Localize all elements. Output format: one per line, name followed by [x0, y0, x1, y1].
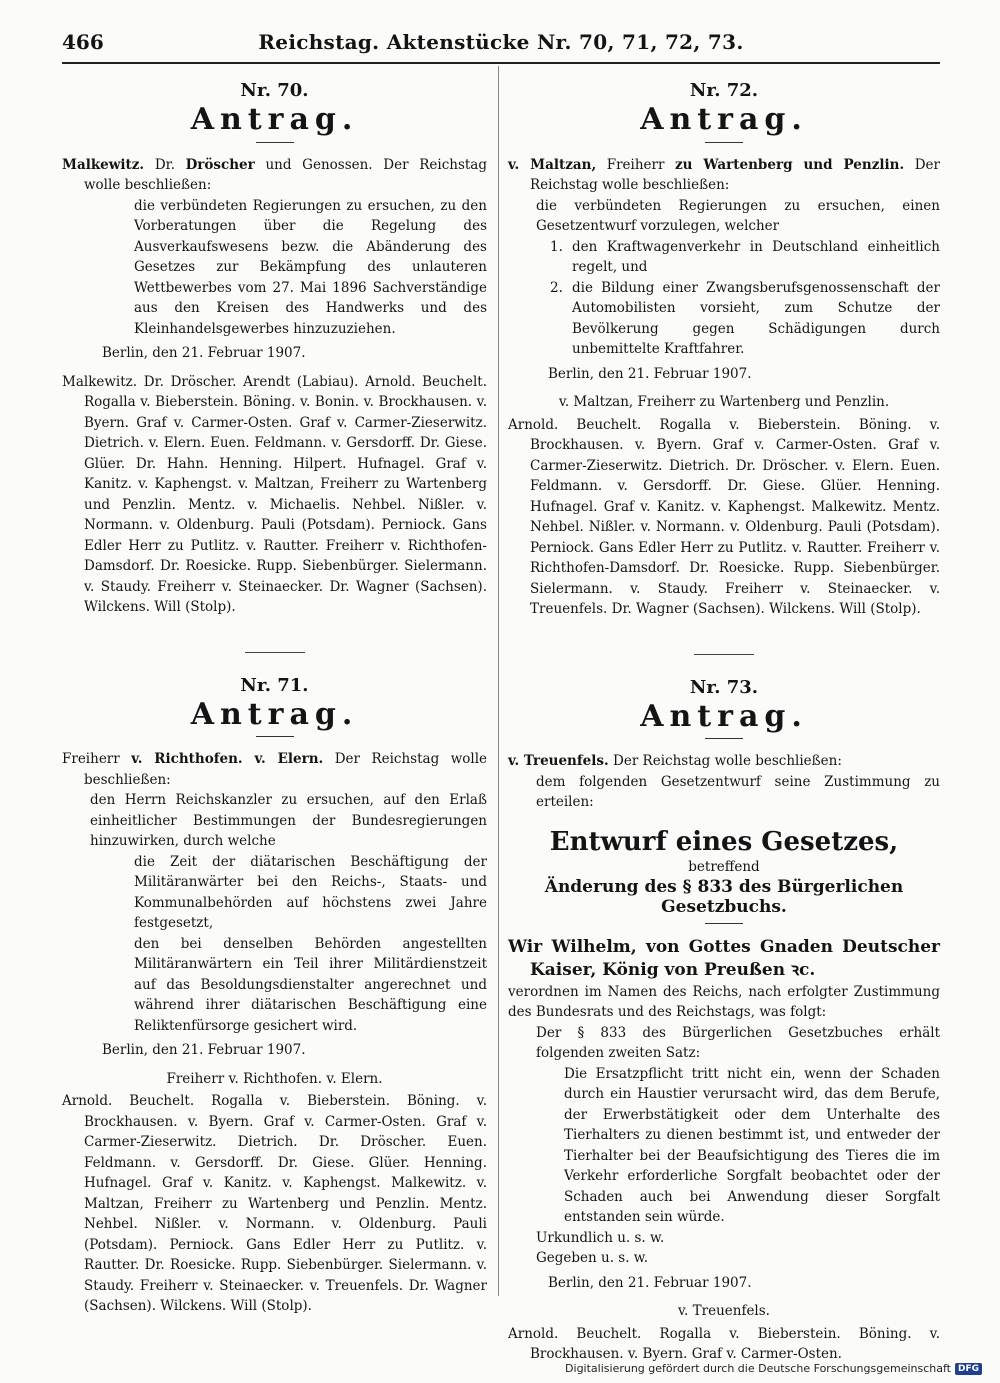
- enacting-clause: verordnen im Namen des Reichs, nach erfolgter Zustimmung des Bundesrats und des Reichstags, was folgt:: [508, 983, 940, 1020]
- section-intro: Der § 833 des Bürgerlichen Gesetzbuches erhält folgenden zweiten Satz:: [536, 1024, 940, 1061]
- motion-lead: Freiherr v. Richthofen. v. Elern. Der Reichstag wolle beschließen:: [62, 751, 487, 788]
- motion-body: die verbündeten Regierungen zu ersuchen, zu den Vorberatungen über die Regelung des Ausverkaufswesens bezw. die Abänderung des Gesetzes zur Bekämpfung des unlauteren Wettbewerbes vom 27. Mai 1896 Sachverständige aus den Kreisen des Handwerks und des Kleinhandelsgewerbes hinzuzuziehen.: [134, 197, 487, 337]
- doc-number: Nr. 73.: [689, 676, 759, 698]
- motion-lead: v. Maltzan, Freiherr zu Wartenberg und Penzlin. Der Reichstag wolle beschließen:: [508, 156, 940, 193]
- document-nr-73: [508, 677, 940, 1365]
- amendment-text: Die Ersatzpflicht tritt nicht ein, wenn der Schaden durch ein Haustier verursacht wird, das dem Berufe, der Erwerbstätigkeit oder dem Unterhalte des Tierhalters zu dienen bestimmt ist, und entweder der Tierhalter bei der Beaufsichtigung des Tieres die im Verkehr erforderliche Sorgfalt beobachtet oder der Schaden auch bei Anwendung dieser Sorgfalt entstanden sein würde.: [564, 1065, 940, 1225]
- title-rule: [256, 736, 294, 737]
- motion-clause: den bei denselben Behörden angestellten Militäranwärtern ein Teil ihrer Militärdienstzeit auf das Besoldungsdienstalter angerechnet und während ihrer diätarischen Beschäftigung eine Reliktenfürsorge gesichert wird.: [134, 935, 487, 1034]
- mover-name: v. Treuenfels.: [508, 753, 609, 769]
- signatories: Malkewitz. Dr. Dröscher. Arendt (Labiau). Arnold. Beuchelt. Rogalla v. Bieberstein. Böning. v. Bonin. v. Brockhausen. v. Byern. Graf v. Carmer-Osten. Graf v. Carmer-Zieserwitz. Dietrich. v. Elern. Euen. Feldmann. v. Gersdorff. Dr. Giese. Glüer. Dr. Hahn. Henning. Hilpert. Hufnagel. Graf v. Kanitz. v. Kaphengst. v. Maltzan, Freiherr zu Wartenberg und Penzlin. Mentz. v. Michaelis. Nehbel. Nißler. v. Normann. v. Oldenburg. Pauli (Potsdam). Perniock. Gans Edler Herr zu Putlitz. v. Rautter. Freiherr v. Richthofen-Damsdorf. Dr. Roesicke. Rupp. Siebenbürger. Sielermann. v. Staudy. Freiherr v. Steinaecker. Dr. Wagner (Sachsen). Wilckens. Will (Stolp).: [62, 373, 487, 615]
- column-divider: [498, 66, 499, 1296]
- running-title: Reichstag. Aktenstücke Nr. 70, 71, 72, 73.: [258, 30, 744, 54]
- signatories: Arnold. Beuchelt. Rogalla v. Bieberstein. Böning. v. Brockhausen. v. Byern. Graf v. Carmer-Osten.: [508, 1325, 940, 1362]
- place-date: Berlin, den 21. Februar 1907.: [548, 365, 752, 382]
- doc-number: Nr. 71.: [240, 674, 309, 696]
- list-item: 2. die Bildung einer Zwangsberufsgenossenschaft der Automobilisten vorsieht, zum Schutze der Bevölkerung gegen Schädigungen durch unbemittelte Kraftfahrer.: [550, 279, 940, 357]
- page-header: [62, 30, 940, 60]
- mover-name-2: zu Wartenberg und Penzlin.: [674, 156, 905, 173]
- digitization-credit: [565, 1362, 982, 1375]
- motion-lead: Malkewitz. Dr. Dröscher und Genossen. Der Reichstag wolle beschließen:: [62, 156, 487, 193]
- mover-name: v. Maltzan,: [508, 156, 597, 173]
- law-preamble: Wir Wilhelm, von Gottes Gnaden Deutscher Kaiser, König von Preußen ꝛc.: [508, 936, 940, 980]
- signer: Freiherr v. Richthofen. v. Elern.: [166, 1070, 383, 1087]
- doc-title: Antrag.: [190, 102, 359, 137]
- doc-number: Nr. 72.: [689, 80, 759, 101]
- right-column: [508, 74, 940, 1365]
- header-rule: [62, 62, 940, 64]
- doc-number: Nr. 70.: [240, 80, 309, 101]
- signer: v. Maltzan, Freiherr zu Wartenberg und Penzlin.: [558, 394, 890, 410]
- doc-title: Antrag.: [640, 102, 808, 137]
- signatories: Arnold. Beuchelt. Rogalla v. Bieberstein. Böning. v. Brockhausen. v. Byern. Graf v. Carmer-Osten. Graf v. Carmer-Zieserwitz. Dietrich. Dr. Dröscher. v. Elern. Euen. Feldmann. v. Gersdorff. Dr. Giese. Glüer. Henning. Hufnagel. Graf v. Kanitz. v. Kaphengst. Malkewitz. Mentz. Nehbel. Nißler. v. Normann. v. Oldenburg. Pauli (Potsdam). Perniock. Gans Edler Herr zu Putlitz. v. Rautter. Freiherr v. Richthofen-Damsdorf. Dr. Roesicke. Rupp. Siebenbürger. Sielermann. v. Staudy. Freiherr v. Steinaecker. v. Treuenfels. Dr. Wagner (Sachsen). Wilckens. Will (Stolp).: [508, 416, 940, 617]
- title-rule: [256, 142, 294, 143]
- place-date: Berlin, den 21. Februar 1907.: [102, 1042, 306, 1058]
- title-rule: [705, 738, 743, 739]
- mover-name: v. Richthofen. v. Elern.: [131, 751, 324, 767]
- dfg-logo: DFG: [955, 1363, 982, 1375]
- list-item: 1. den Kraftwagenverkehr in Deutschland einheitlich regelt, und: [550, 238, 940, 275]
- law-title: Entwurf eines Gesetzes,: [549, 826, 899, 857]
- mover-name-2: Dröscher: [185, 156, 255, 173]
- mover-name: Malkewitz.: [62, 156, 145, 173]
- signer: v. Treuenfels.: [678, 1303, 770, 1319]
- signatories: Arnold. Beuchelt. Rogalla v. Bieberstein. Böning. v. Brockhausen. v. Byern. Graf v. Carmer-Osten. Graf v. Carmer-Zieserwitz. Dietrich. Dr. Dröscher. Euen. Feldmann. v. Gersdorff. Dr. Giese. Glüer. Henning. Hufnagel. Graf v. Kanitz. v. Kaphengst. Malkewitz. v. Maltzan, Freiherr zu Wartenberg und Penzlin. Mentz. Nehbel. Nißler. v. Normann. v. Oldenburg. Pauli (Potsdam). Perniock. Gans Edler Herr zu Putlitz. v. Rautter. Dr. Roesicke. Rupp. Siebenbürger. Sielermann. v. Staudy. Freiherr v. Steinaecker. v. Treuenfels. Dr. Wagner (Sachsen). Wilckens. Will (Stolp).: [62, 1093, 487, 1314]
- title-rule: [705, 142, 743, 143]
- section-divider: [694, 654, 754, 655]
- law-subject: Änderung des § 833 des Bürgerlichen Gesetzbuchs.: [544, 876, 904, 917]
- law-rule: [705, 923, 743, 924]
- motion-body: dem folgenden Gesetzentwurf seine Zustimmung zu erteilen:: [536, 773, 940, 810]
- left-column: [62, 74, 487, 1317]
- doc-title: Antrag.: [640, 698, 808, 734]
- document-nr-72: [508, 80, 940, 620]
- motion-body: den Herrn Reichskanzler zu ersuchen, auf den Erlaß einheitlicher Bestimmungen der Bundesregierungen hinzuwirken, durch welche: [90, 792, 487, 849]
- doc-title: Antrag.: [190, 696, 359, 732]
- motion-lead: v. Treuenfels. Der Reichstag wolle beschließen:: [508, 753, 842, 769]
- page-number: 466: [62, 30, 104, 54]
- gegeben: Gegeben u. s. w.: [536, 1250, 649, 1266]
- section-divider: [245, 652, 305, 653]
- document-nr-71: [62, 675, 487, 1317]
- place-date: Berlin, den 21. Februar 1907.: [548, 1274, 752, 1291]
- document-nr-70: [62, 80, 487, 618]
- place-date: Berlin, den 21. Februar 1907.: [102, 345, 306, 361]
- credit-text: Digitalisierung gefördert durch die Deutsche Forschungsgemeinschaft: [565, 1362, 951, 1375]
- motion-clause: die Zeit der diätarischen Beschäftigung der Militäranwärter bei den Reichs-, Staats- und Kommunalbehörden auf höchstens zwei Jahre festgesetzt,: [134, 853, 487, 931]
- motion-list: [508, 237, 940, 360]
- law-betreffend: betreffend: [688, 858, 760, 875]
- urkundlich: Urkundlich u. s. w.: [536, 1229, 665, 1246]
- motion-body: die verbündeten Regierungen zu ersuchen, einen Gesetzentwurf vorzulegen, welcher: [536, 197, 940, 234]
